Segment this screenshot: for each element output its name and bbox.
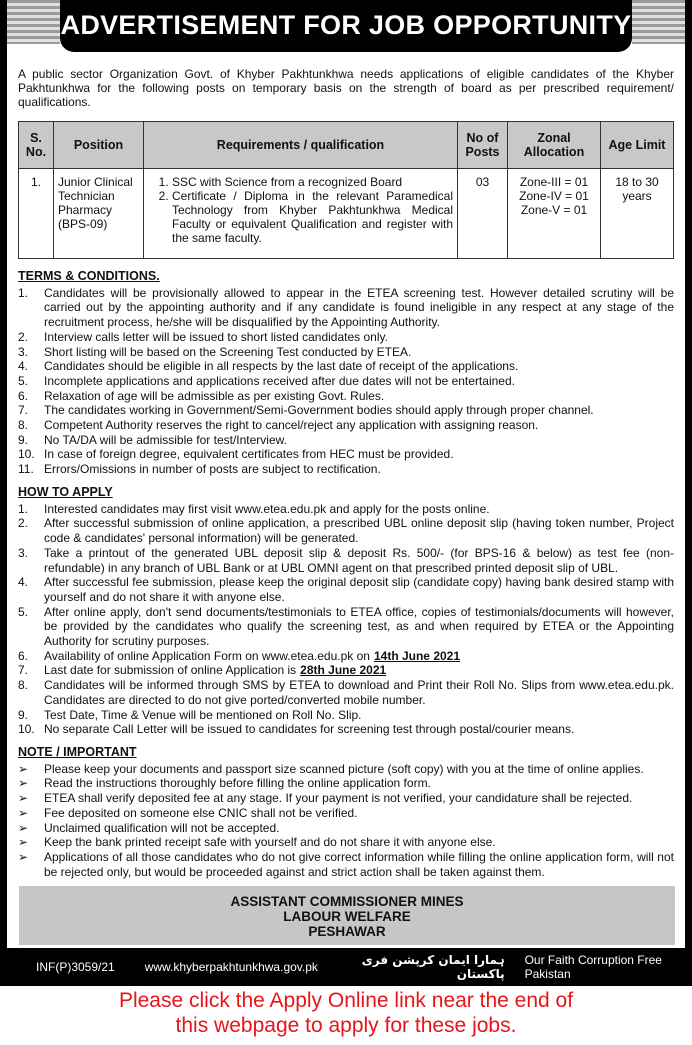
list-item — [18, 776, 674, 791]
item-text: Competent Authority reserves the right to cancel/reject any application with assigning reason. — [44, 418, 539, 433]
item-text: Fee deposited on someone else CNIC shall not be verified. — [44, 805, 358, 820]
terms-heading: TERMS & CONDITIONS. — [18, 269, 160, 283]
list-item — [18, 516, 674, 545]
apply-online-notice — [0, 988, 692, 1038]
list-item — [18, 806, 674, 821]
item-text: Read the instructions thoroughly before filling the online application form. — [44, 776, 431, 791]
terms-section — [18, 269, 674, 477]
item-text: Interview calls letter will be issued to short listed candidates only. — [44, 329, 388, 344]
decor-stripes-left — [7, 0, 60, 44]
footer-bar — [0, 948, 692, 986]
list-item — [18, 374, 674, 389]
item-text: Applications of all those candidates who do not give correct information while filling the online application form, will not be rejected only, but would be proceeded against and strict action shall be taken against them. — [44, 849, 674, 879]
item-number: 3. — [18, 545, 29, 560]
zone: Zone-III = 01 — [519, 175, 589, 189]
col-posts: No of Posts — [458, 122, 508, 169]
item-text: Test Date, Time & Venue will be mentioned on Roll No. Slip. — [44, 707, 362, 722]
item-number: 7. — [18, 663, 29, 678]
apply-section — [18, 485, 674, 737]
table-row — [19, 169, 674, 259]
item-text: Unclaimed qualification will not be accepted. — [44, 820, 280, 835]
item-number: 11. — [18, 462, 34, 477]
list-item — [18, 835, 674, 850]
item-text: Interested candidates may first visit www.etea.edu.pk and apply for the posts online. — [44, 501, 490, 516]
list-item — [18, 389, 674, 404]
arrow-bullet-icon: ➢ — [18, 849, 29, 864]
arrow-bullet-icon: ➢ — [18, 835, 29, 850]
item-number: 4. — [18, 575, 29, 590]
item-text: No TA/DA will be admissible for test/Interview. — [44, 432, 287, 447]
intro-text: A public sector Organization Govt. of Khyber Pakhtunkhwa needs applications of eligible candidates of the Khyber Pakhtunkhwa for the following posts on temporary basis on the strength of board as per prescribed requirement/ qualifications. — [18, 67, 674, 109]
item-text: Take a printout of the generated UBL deposit slip & deposit Rs. 500/- (for BPS-16 & below) as test fee (non- refundable) in any branch of UBL Bank or at UBL OMNI agent on that prescribed printed deposit slip of UBL. — [44, 545, 674, 575]
date-highlight: 14th June 2021 — [373, 648, 461, 663]
item-text: After online apply, don't send documents/testimonials to ETEA office, copies of testimonials/documents will however, be provided by the candidates who qualify the screening test, as and when required by ETEA or the Appointing Authority for scrutiny purposes. — [44, 604, 674, 649]
cell-position: Junior Clinical Technician Pharmacy (BPS-09) — [54, 169, 144, 259]
list-item — [18, 678, 674, 707]
item-number: 7. — [18, 403, 29, 418]
item-text: Candidates will be provisionally allowed to appear in the ETEA screening test. However detailed scrutiny will be carried out by the appointing authority and if any candidate is found ineligible in any respect at any stage of the recruitment process, he/she will be disqualified by the Appointing Authority. — [44, 285, 674, 330]
list-item — [18, 330, 674, 345]
item-text: Candidates should be eligible in all respects by the last date of receipt of the applications. — [44, 359, 519, 374]
signature-line: ASSISTANT COMMISSIONER MINES — [230, 894, 464, 909]
list-item — [18, 649, 674, 664]
zone: Zone-V = 01 — [520, 203, 588, 217]
item-text: Relaxation of age will be admissible as per existing Govt. Rules. — [44, 388, 385, 403]
notice-line: this webpage to apply for these jobs. — [175, 1014, 517, 1037]
list-item — [18, 345, 674, 360]
footer-urdu-slogan: ہمارا ایمان کرپشن فری پاکستان — [361, 953, 505, 981]
col-age: Age Limit — [601, 122, 674, 169]
item-number: 8. — [18, 678, 29, 693]
item-text: Candidates will be informed through SMS by ETEA to download and Print their Roll No. Slips from www.etea.edu.pk. Candidates are directed to do not give ported/converted mobile number. — [44, 678, 674, 707]
item-text: ETEA shall verify deposited fee at any stage. If your payment is not verified, your candidature shall be rejected. — [44, 791, 633, 806]
arrow-bullet-icon: ➢ — [18, 820, 29, 835]
arrow-bullet-icon: ➢ — [18, 776, 29, 791]
list-item — [18, 708, 674, 723]
item-number: 10. — [18, 447, 35, 462]
list-item — [18, 850, 674, 879]
list-item — [18, 722, 674, 737]
list-item — [18, 546, 674, 575]
footer-slogan: Our Faith Corruption Free Pakistan — [524, 953, 662, 981]
item-number: 6. — [18, 388, 29, 403]
col-requirements: Requirements / qualification — [144, 122, 458, 169]
list-item — [18, 605, 674, 649]
cell-zonal — [508, 169, 601, 259]
item-text: Availability of online Application Form on www.etea.edu.pk on — [44, 648, 370, 663]
arrow-bullet-icon: ➢ — [18, 761, 29, 776]
list-item — [18, 447, 674, 462]
item-number: 1. — [18, 501, 29, 516]
item-text: Short listing will be based on the Screening Test conducted by ETEA. — [44, 344, 412, 359]
cell-sno: 1. — [19, 169, 54, 259]
item-number: 5. — [18, 604, 29, 619]
col-position: Position — [54, 122, 144, 169]
posts-table — [18, 121, 674, 259]
footer-ref: INF(P)3059/21 — [36, 960, 115, 974]
list-item — [18, 575, 674, 604]
item-number: 2. — [18, 516, 29, 531]
footer-website[interactable]: www.khyberpakhtunkhwa.gov.pk — [144, 960, 318, 974]
list-item — [18, 502, 674, 517]
item-text: Please keep your documents and passport size scanned picture (soft copy) with you at the time of online applies. — [44, 761, 644, 776]
item-number: 10. — [18, 722, 35, 737]
item-number: 6. — [18, 648, 29, 663]
decor-stripes-right — [632, 0, 685, 44]
list-item — [18, 821, 674, 836]
signature-line: LABOUR WELFARE — [283, 909, 411, 924]
item-number: 2. — [18, 329, 29, 344]
arrow-bullet-icon: ➢ — [18, 791, 29, 806]
item-number: 9. — [18, 707, 29, 722]
zone: Zone-IV = 01 — [519, 189, 589, 203]
item-number: 8. — [18, 418, 29, 433]
signature-block — [19, 886, 675, 945]
item-number: 3. — [18, 344, 29, 359]
ad-title: ADVERTISEMENT FOR JOB OPPORTUNITY — [60, 0, 632, 52]
cell-posts: 03 — [458, 169, 508, 259]
requirement-item: 1. SSC with Science from a recognized Board — [172, 175, 453, 189]
notice-line: Please click the Apply Online link near the end of — [118, 989, 574, 1012]
item-text: In case of foreign degree, equivalent certificates from HEC must be provided. — [44, 447, 454, 462]
notes-heading: NOTE / IMPORTANT — [18, 745, 137, 759]
item-text: Keep the bank printed receipt safe with yourself and do not share it with anyone else. — [44, 835, 496, 850]
list-item — [18, 418, 674, 433]
item-text: Last date for submission of online Application is — [44, 663, 297, 678]
item-text: Incomplete applications and applications received after due dates will not be entertained. — [44, 373, 515, 388]
requirement-item: 2. Certificate / Diploma in the relevant Paramedical Technology from Khyber Pakhtunkhwa Medical Faculty or equivalent Qualification and register with the same faculty. — [172, 189, 453, 245]
item-number: 5. — [18, 373, 29, 388]
list-item — [18, 791, 674, 806]
item-text: After successful submission of online application, a prescribed UBL online deposit slip (having token number, Project code & candidates' personal information) will be generated. — [44, 516, 674, 546]
list-item — [18, 663, 674, 678]
item-text: No separate Call Letter will be issued to candidates for screening test through postal/courier means. — [44, 722, 575, 737]
list-item — [18, 286, 674, 330]
list-item — [18, 359, 674, 374]
item-text: The candidates working in Government/Semi-Government bodies should apply through proper channel. — [44, 403, 594, 418]
signature-line: PESHAWAR — [308, 924, 386, 939]
list-item — [18, 462, 674, 477]
date-highlight: 28th June 2021 — [300, 663, 387, 678]
apply-heading: HOW TO APPLY — [18, 485, 113, 499]
cell-age: 18 to 30 years — [601, 169, 674, 259]
cell-requirements — [144, 169, 458, 259]
arrow-bullet-icon: ➢ — [18, 805, 29, 820]
item-number: 4. — [18, 359, 29, 374]
col-zonal: Zonal Allocation — [508, 122, 601, 169]
item-number: 9. — [18, 432, 29, 447]
item-text: Errors/Omissions in number of posts are subject to rectification. — [44, 462, 381, 477]
notes-section — [18, 745, 674, 879]
list-item — [18, 433, 674, 448]
item-number: 1. — [18, 285, 29, 300]
item-text: After successful fee submission, please keep the original deposit slip (candidate copy) having bank desired stamp with yourself and do not share it with anyone else. — [44, 575, 674, 604]
col-sno: S. No. — [19, 122, 54, 169]
list-item — [18, 762, 674, 777]
list-item — [18, 403, 674, 418]
